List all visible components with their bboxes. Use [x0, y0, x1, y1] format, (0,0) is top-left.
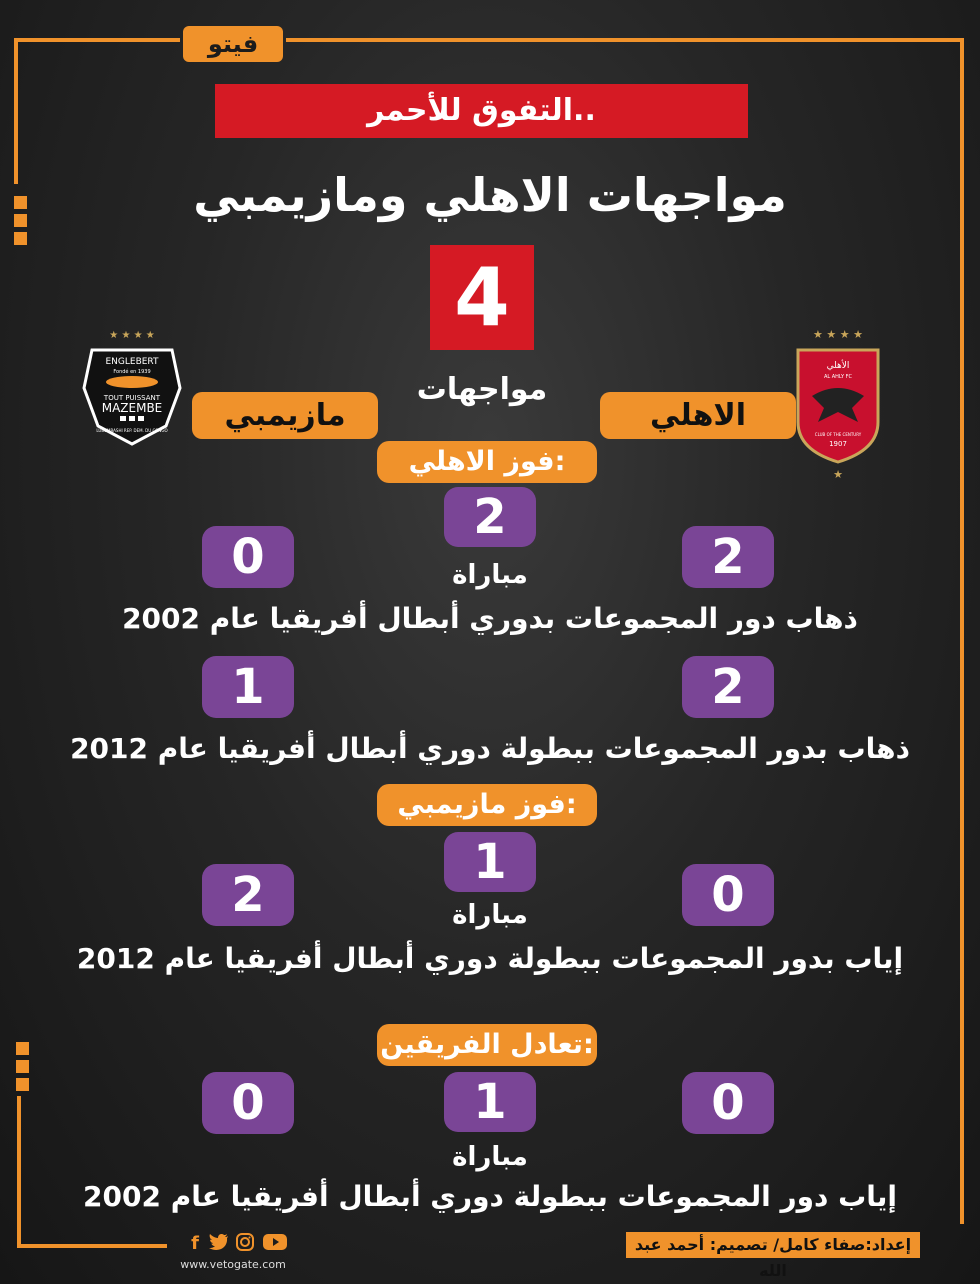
- frame-left-line: [14, 38, 18, 184]
- decor-square: [16, 1060, 29, 1073]
- page-title: مواجهات الاهلي ومازيمبي: [193, 168, 787, 222]
- match-4-home-score: 0: [682, 1072, 774, 1134]
- team-mazembe-label: مازيمبي: [192, 392, 378, 439]
- decor-square: [14, 232, 27, 245]
- match-1-description: ذهاب دور المجموعات بدوري أبطال أفريقيا عام 2002: [122, 602, 858, 635]
- mazembe-crest-icon: [82, 328, 182, 448]
- match-4-description: إياب دور المجموعات ببطولة دوري أبطال أفريقيا عام 2002: [83, 1180, 897, 1213]
- match-4-away-score: 0: [202, 1072, 294, 1134]
- decor-square: [14, 196, 27, 209]
- svg-text:★ ★ ★ ★: ★ ★ ★ ★: [813, 328, 863, 341]
- mazembe-crest-bottom-text: LUBUMBASHI REP. DEM. DU CONGO: [96, 428, 168, 433]
- decor-square: [14, 214, 27, 227]
- svg-text:★: ★: [833, 468, 843, 481]
- section-ahly-wins-label: فوز الاهلي:: [377, 441, 597, 483]
- match-3-home-score: 0: [682, 864, 774, 926]
- tagline-banner: التفوق للأحمر..: [215, 84, 748, 138]
- frame-top-line-right: [286, 38, 964, 42]
- section-draws-count-label: مباراة: [452, 1142, 528, 1172]
- match-2-home-score: 2: [682, 656, 774, 718]
- youtube-icon[interactable]: [262, 1233, 288, 1255]
- match-1-home-score: 2: [682, 526, 774, 588]
- decor-square: [16, 1042, 29, 1055]
- match-1-away-score: 0: [202, 526, 294, 588]
- decor-square: [16, 1078, 29, 1091]
- mazembe-crest: [82, 328, 182, 448]
- credits: إعداد:صفاء كامل/ تصميم: أحمد عبد الله: [626, 1232, 920, 1258]
- ahly-crest-bottom-text: CLUB OF THE CENTURY: [814, 432, 862, 437]
- ahly-crest-top-text: الأهلي: [826, 361, 850, 371]
- match-3-away-score: 2: [202, 864, 294, 926]
- brand-logo: فيتو: [183, 26, 283, 62]
- match-3-description: إياب بدور المجموعات ببطولة دوري أبطال أفريقيا عام 2012: [76, 942, 904, 975]
- frame-left-bottom-line: [17, 1096, 21, 1246]
- section-mazembe-wins-count: 1: [444, 832, 536, 892]
- frame-top-line: [14, 38, 180, 42]
- ahly-crest: [792, 326, 884, 482]
- ahly-crest-year-text: 1907: [829, 440, 847, 448]
- frame-bottom-left-line: [17, 1244, 167, 1248]
- total-matches-label: مواجهات: [416, 372, 548, 407]
- frame-right-line: [960, 38, 964, 1224]
- match-2-away-score: 1: [202, 656, 294, 718]
- facebook-icon[interactable]: f: [191, 1233, 199, 1254]
- match-2-description: ذهاب بدور المجموعات ببطولة دوري أبطال أفريقيا عام 2012: [70, 732, 910, 765]
- total-matches-count: 4: [430, 245, 534, 350]
- website-url: www.vetogate.com: [180, 1258, 286, 1271]
- twitter-icon[interactable]: [208, 1233, 230, 1255]
- section-draws-label: تعادل الفريقين:: [377, 1024, 597, 1066]
- mazembe-crest-top-text: ENGLEBERT: [105, 357, 159, 367]
- section-ahly-wins-count: 2: [444, 487, 536, 547]
- section-mazembe-wins-count-label: مباراة: [452, 900, 528, 930]
- section-draws-count: 1: [444, 1072, 536, 1132]
- team-ahly-label: الاهلي: [600, 392, 796, 439]
- section-ahly-wins-count-label: مباراة: [452, 560, 528, 590]
- section-mazembe-wins-label: فوز مازيمبي:: [377, 784, 597, 826]
- mazembe-crest-mid2-text: MAZEMBE: [101, 401, 163, 415]
- svg-text:★ ★ ★ ★: ★ ★ ★ ★: [109, 330, 155, 341]
- ahly-crest-icon: [792, 326, 884, 482]
- instagram-icon[interactable]: [234, 1233, 256, 1255]
- frame-bottom-line: [14, 1222, 964, 1226]
- ahly-crest-mid-text: AL AHLY FC: [823, 374, 853, 380]
- mazembe-crest-mid1-text: TOUT PUISSANT: [103, 394, 161, 402]
- mazembe-crest-sub-text: Fondé en 1939: [113, 369, 151, 375]
